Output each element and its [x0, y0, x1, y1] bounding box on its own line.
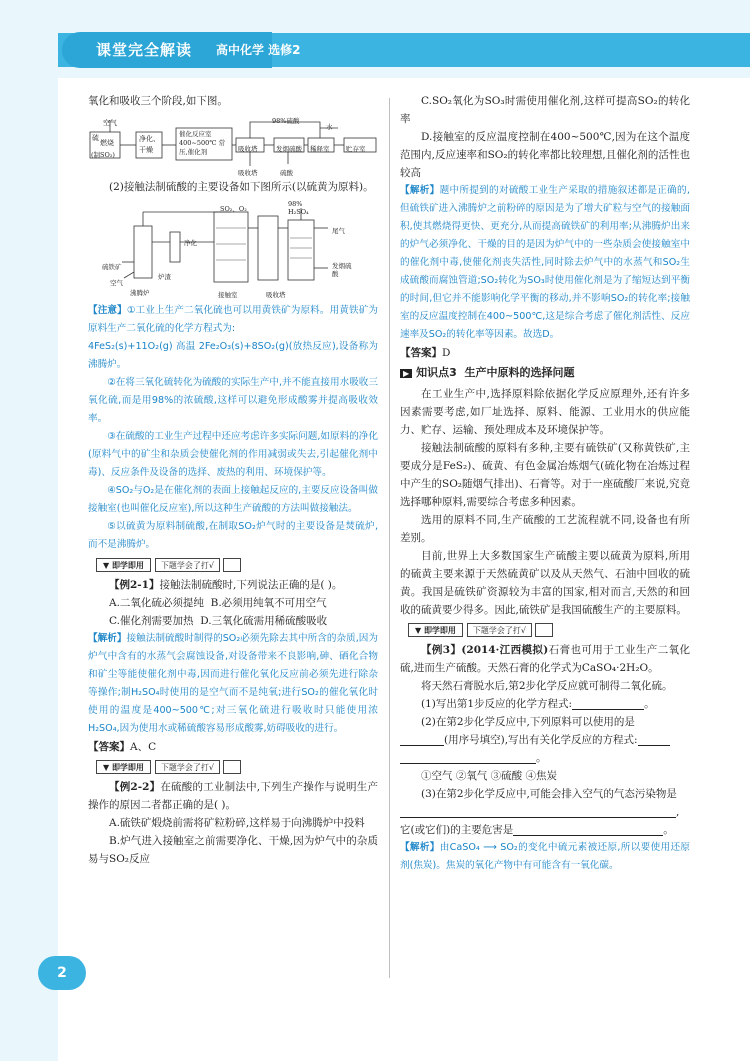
checkoff-box[interactable] — [535, 623, 553, 637]
left-margin-strip — [0, 78, 58, 1061]
analysis-text: 题中所提到的对硫酸工业生产采取的措施叙述都是正确的,但硫铁矿进入沸腾炉之前粉碎的原因是为了增大矿粒与空气的接触面积,使其燃烧得更快、更充分,从而提高硫铁矿的利用率;从沸腾炉出来的炉气必须净化、干燥的目的是因为炉气中的一些杂质会使接触室中的催化剂中毒,使催化剂丧失活性,同时除去炉气中的水蒸气和SO₂生成硫酸而腐蚀管道;SO₂转化为SO₃时使用催化剂是为了缩短达到平衡的时间,但它并不能影响化学平衡的移动,并不影响SO₂的转化率;接触室的反应温度控制在400~500℃,这是综合考虑了催化剂活性、反应速率及SO₂的转化率等因素。故选D。 — [400, 185, 690, 340]
note-5: ⑤以硫黄为原料制硫酸,在制取SO₂炉气时的主要设备是焚硫炉,而不是沸腾炉。 — [88, 521, 378, 550]
answer-blank-1[interactable] — [572, 698, 644, 710]
flow-dilute-label: 稀释室 — [310, 145, 330, 153]
book-subtitle: 高中化学 选修2 — [216, 43, 301, 57]
flow-out-label: 硫酸 — [280, 169, 293, 177]
plant-tailgas-label: 尾气 — [332, 227, 345, 235]
analysis-title: 【解析】 — [88, 633, 127, 644]
answer-blank-6[interactable] — [513, 824, 663, 836]
example-2-2-option-c: C.SO₂氧化为SO₃时需使用催化剂,这样可提高SO₂的转化率 — [400, 95, 690, 125]
flow-acid98-label: 98%硫酸 — [272, 117, 300, 125]
answer-blank-5[interactable] — [400, 806, 676, 818]
plant-h2so4-label: 98% H₂SO₄ — [288, 200, 309, 216]
example-3-title: 【例3】 — [421, 644, 462, 656]
flow-sulfur-label: 硫 — [92, 134, 99, 142]
kp3-title: 生产中原料的选择问题 — [464, 366, 575, 379]
analysis-text: 接触法制硫酸时制得的SO₂必须先除去其中所含的杂质,因为炉气中含有的水蒸气会腐蚀设备,对设备带来不良影响,砷、硒化合物和矿尘等能使催化剂中毒,因而进行催化氧化反应前必须先进行除杂等操作;制H₂SO₄时使用的是空气而不是纯氧;进行SO₂的催化氧化时使用的温度是400~500℃;对三氧化硫进行吸收时只能使用浓H₂SO₄,因为使用水或稀硫酸容易形成酸雾,妨碍吸收的进行。 — [88, 633, 378, 734]
example-3-part-2c: 。 — [400, 749, 690, 767]
practice-bar-2 — [96, 759, 246, 775]
example-2-1-text: 接触法制硫酸时,下列说法正确的是( )。 — [159, 579, 343, 591]
flow-fuming-label: 发烟硫酸 — [276, 145, 302, 153]
practice-bar — [96, 557, 246, 573]
plant-converter-label: 接触室 — [218, 291, 238, 299]
kp3-label: 知识点3 — [416, 366, 457, 379]
kp3-paragraph-2: 接触法制硫酸的原料有多种,主要有硫铁矿(又称黄铁矿,主要成分是FeS₂)、硫黄、有色金属冶炼烟气(硫化物在冶炼过程中产生的SO₂随烟气排出)、石膏等。对于一座硫酸厂来说,究竟选择哪种原料,需要综合考虑多种因素。 — [400, 442, 690, 508]
note-4: ④SO₂与O₂是在催化剂的表面上接触起反应的,主要反应设备叫做接触室(也叫催化反应室),所以这种生产硫酸的方法叫做接触法。 — [88, 485, 378, 514]
example-3-source: (2014·江西模拟) — [461, 644, 549, 656]
example-2-1-question — [88, 576, 378, 594]
plant-pyrite-label: 硫铁矿 — [102, 263, 122, 271]
flow-tail-label: 吸收塔 — [238, 169, 258, 177]
practice-label: ▼ 即学即用 — [96, 760, 151, 774]
example-3-options: ①空气 ②氧气 ③硫酸 ④焦炭 — [421, 770, 558, 782]
practice-label: ▼ 即学即用 — [96, 558, 151, 572]
checkoff-label: 下题学会了打√ — [155, 558, 220, 572]
example-2-2-option-b: B.炉气进入接触室之前需要净化、干燥,因为炉气中的杂质易与SO₂反应 — [88, 835, 378, 865]
kp3-paragraph-1: 在工业生产中,选择原料除依据化学反应原理外,还有许多因素需要考虑,如厂址选择、原料、能源、工业用水的供应能力、贮存、运输、预处理成本及环境保护等。 — [400, 388, 690, 436]
flow-air-label: 空气 — [103, 119, 117, 127]
answer-title: 【答案】 — [400, 347, 442, 359]
right-column — [400, 92, 690, 875]
example-2-2-option-a: A.硫铁矿煅烧前需将矿粒粉碎,这样易于向沸腾炉中投料 — [109, 817, 365, 829]
example-2-1-options-ab — [88, 594, 378, 612]
page-number: 2 — [38, 956, 86, 990]
example-2-1-analysis — [88, 630, 378, 738]
paragraph-equipment: (2)接触法制硫酸的主要设备如下图所示(以硫黄为原料)。 — [109, 181, 374, 193]
kp3-paragraph-3: 选用的原料不同,生产硫酸的工艺流程就不同,设备也有所差别。 — [400, 514, 690, 544]
knowledge-point-3-heading — [400, 364, 690, 383]
process-flow-diagram — [88, 112, 378, 177]
flow-water-label: 水 — [326, 123, 333, 131]
flow-burn-sub: (制SO₂) — [91, 151, 115, 159]
practice-label: ▼ 即学即用 — [408, 623, 463, 637]
example-3-part-2b — [400, 731, 690, 749]
play-icon: ▶ — [400, 369, 412, 378]
practice-bar-3 — [408, 622, 558, 638]
example-3-question-2: 将天然石膏脱水后,第2步化学反应就可制得二氧化硫。 — [421, 680, 673, 692]
part-2b-text: (用序号填空),写出有关化学反应的方程式: — [444, 734, 638, 746]
answer-blank-4[interactable] — [400, 752, 536, 764]
analysis-title: 【解析】 — [400, 842, 440, 853]
note-1-text: ①工业上生产二氧化硫也可以用黄铁矿为原料。用黄铁矿为原料生产二氧化硫的化学方程式为: — [88, 305, 378, 334]
answer-text: A、C — [130, 741, 157, 753]
plant-fuming-label: 发烟硫酸 — [332, 262, 352, 278]
example-2-2-analysis — [400, 182, 690, 344]
plant-slag-label: 炉渣 — [158, 273, 171, 281]
plant-purify-label: 净化 — [184, 239, 197, 247]
example-3-part-3-blank: , — [400, 803, 690, 821]
answer-text: D — [442, 347, 451, 359]
book-title: 课堂完全解读 — [96, 41, 193, 59]
note-title: 【注意】 — [88, 305, 127, 316]
checkoff-label: 下题学会了打√ — [155, 760, 220, 774]
example-3-part-2: (2)在第2步化学反应中,下列原料可以使用的是 — [421, 716, 635, 728]
flow-absorb-label: 吸收塔 — [238, 145, 258, 153]
answer-blank-3[interactable] — [638, 734, 670, 746]
answer-title: 【答案】 — [88, 741, 130, 753]
example-2-2-title: 【例2-2】 — [109, 781, 161, 793]
flow-storage-label: 贮存室 — [346, 145, 366, 153]
intro-text: 氧化和吸收三个阶段,如下图。 — [88, 95, 228, 107]
option-a: A.二氧化硫必须提纯 — [109, 597, 204, 609]
example-3-part-3: (3)在第2步化学反应中,可能会排入空气的气态污染物是 — [421, 788, 677, 800]
checkoff-box[interactable] — [223, 558, 241, 572]
kp3-paragraph-4: 目前,世界上大多数国家生产硫酸主要以硫黄为原料,所用的硫黄主要来源于天然硫黄矿以及从天然气、石油中回收的硫黄。我国是硫铁矿资源较为丰富的国家,相对而言,天然的和回收的硫黄要少得多。因此,硫铁矿是我国硫酸生产的主要原料。 — [400, 550, 690, 616]
answer-blank-2[interactable] — [400, 734, 444, 746]
option-c: C.催化剂需要加热 — [109, 615, 194, 627]
analysis-title: 【解析】 — [400, 185, 440, 196]
example-3-text: 石膏也可用于工业生产二氧化硫,进而生产硫酸。天然石膏的化学式为CaSO₄·2H₂O。 — [400, 644, 691, 674]
example-2-1-options-cd — [88, 612, 378, 630]
plant-equipment-diagram — [88, 198, 378, 300]
plant-so2-label: SO₂、O₂ — [220, 205, 247, 213]
example-2-2-question — [88, 778, 378, 814]
part-1-text: (1)写出第1步反应的化学方程式: — [421, 698, 573, 710]
flow-burn-label: 燃烧 — [100, 139, 114, 147]
note-equation: 4FeS₂(s)+11O₂(g) 高温 2Fe₂O₃(s)+8SO₂(g)(放热反应),设备称为沸腾炉。 — [88, 341, 378, 370]
column-divider — [389, 98, 390, 978]
checkoff-box[interactable] — [223, 760, 241, 774]
header-bar — [0, 0, 750, 78]
example-2-1-title: 【例2-1】 — [109, 579, 160, 591]
example-3-part-3b: 它(或它们)的主要危害是 。 — [400, 824, 674, 836]
plant-air-label: 空气 — [110, 279, 123, 287]
option-b: B.必须用纯氧不可用空气 — [210, 597, 327, 609]
note-3: ③在硫酸的工业生产过程中还应考虑许多实际问题,如原料的净化(原料气中的矿尘和杂质会使催化剂的作用减弱或失去,引起催化剂中毒)、反应条件及设备的选择、废热的利用、环境保护等。 — [88, 431, 378, 478]
example-3-part-1: (1)写出第1步反应的化学方程式: 。 — [421, 698, 655, 710]
example-2-2-option-d: D.接触室的反应温度控制在400~500℃,因为在这个温度范围内,反应速率和SO₂的转化率都比较理想,且催化剂的活性也较高 — [400, 131, 690, 179]
option-d: D.三氧化硫需用稀硫酸吸收 — [200, 615, 328, 627]
note-2: ②在将三氧化硫转化为硫酸的实际生产中,并不能直接用水吸收三氧化硫,而是用98%的浓硫酸,这样可以避免形成酸雾并提高吸收效率。 — [88, 377, 378, 424]
left-column — [88, 92, 378, 868]
example-2-2-answer — [400, 344, 690, 362]
checkoff-label: 下题学会了打√ — [467, 623, 532, 637]
example-3-analysis — [400, 839, 690, 875]
plant-tower-label: 吸收塔 — [266, 291, 286, 299]
part-3b-text: 它(或它们)的主要危害是 — [400, 824, 514, 836]
example-2-1-answer — [88, 738, 378, 756]
flow-purify-label: 净化、干燥 — [139, 135, 160, 154]
analysis-text: 由CaSO₄ ⟶ SO₂的变化中硫元素被还原,所以要使用还原剂(焦炭)。焦炭的氧化产物中有可能含有一氧化碳。 — [400, 842, 690, 871]
flow-converter-label: 催化反应室 400~500℃ 常压,催化剂 — [179, 130, 226, 156]
plant-furnace-label: 沸腾炉 — [130, 289, 150, 297]
example-3-question — [400, 641, 690, 677]
example-2-2-text: 在硫酸的工业制法中,下列生产操作与说明生产操作的原因二者都正确的是( )。 — [88, 781, 378, 811]
note-1 — [88, 302, 378, 338]
